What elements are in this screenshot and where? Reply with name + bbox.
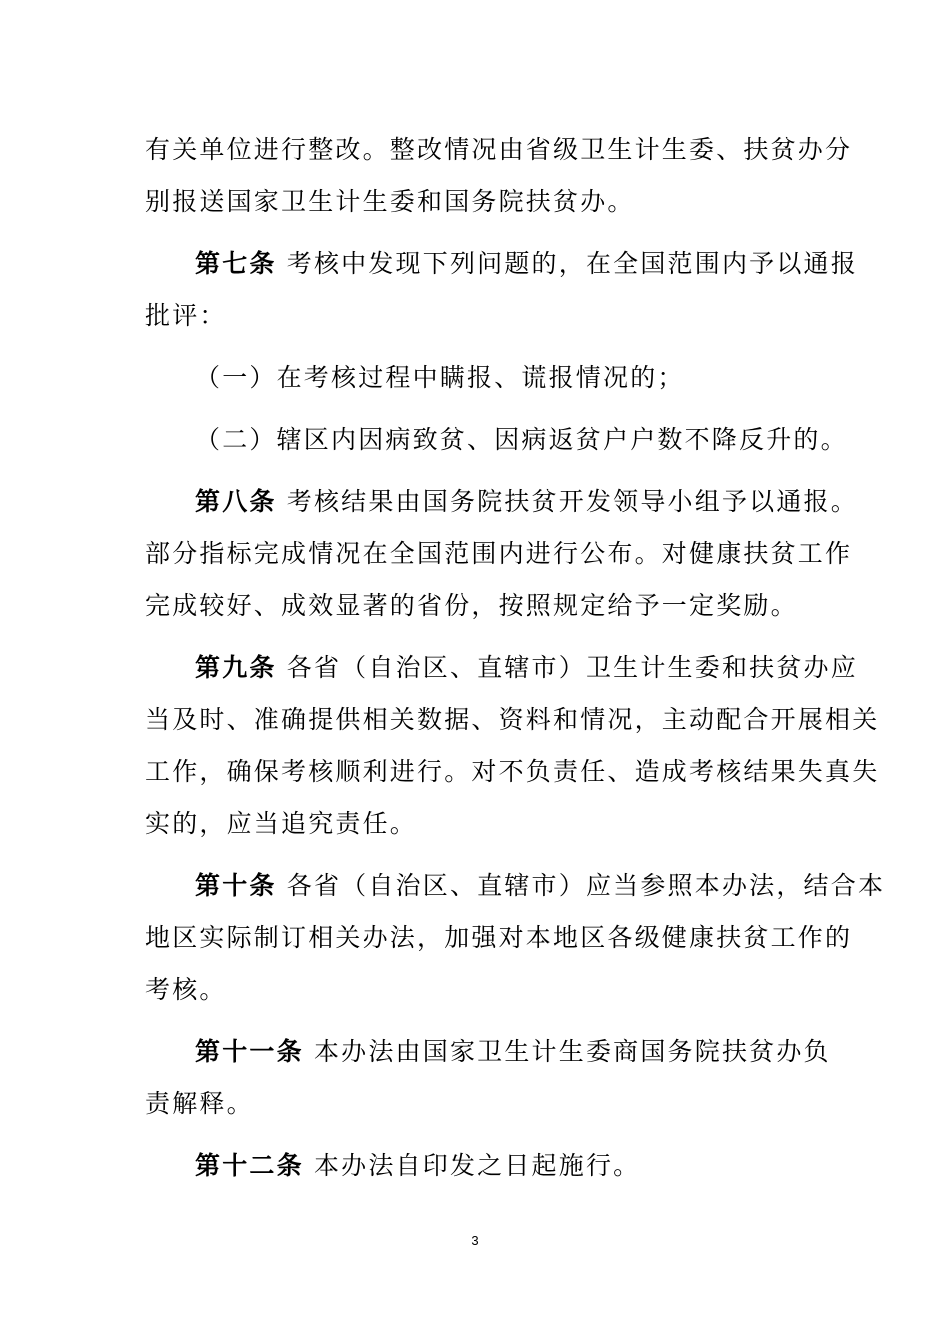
- text-line: [145, 642, 858, 694]
- text-line: 实的，应当追究责任。: [145, 809, 418, 838]
- list-item-2: [145, 414, 848, 466]
- article-text: 考核结果由国务院扶贫开发领导小组予以通报。: [276, 487, 858, 516]
- article-11: [145, 1026, 831, 1130]
- page-number: 3: [471, 1233, 479, 1248]
- text-line: 责解释。: [145, 1089, 254, 1118]
- article-7: [145, 238, 858, 342]
- article-heading: 第十一条: [195, 1037, 304, 1066]
- article-heading: 第十条: [195, 871, 277, 900]
- article-text: 考核中发现下列问题的，在全国范围内予以通报: [276, 249, 858, 278]
- text-line: （二）辖区内因病致贫、因病返贫户户数不降反升的。: [195, 425, 848, 454]
- article-text: 本办法自印发之日起施行。: [303, 1151, 641, 1180]
- text-line: 有关单位进行整改。整改情况由省级卫生计生委、扶贫办分: [145, 135, 853, 164]
- paragraph-continuation: [145, 124, 853, 228]
- document-body: [145, 124, 886, 1202]
- article-9: [145, 642, 880, 850]
- article-heading: 第八条: [195, 487, 277, 516]
- text-line: 地区实际制订相关办法，加强对本地区各级健康扶贫工作的: [145, 923, 853, 952]
- article-10: [145, 860, 886, 1016]
- article-heading: 第七条: [195, 249, 277, 278]
- article-heading: 第九条: [195, 653, 277, 682]
- text-line: 部分指标完成情况在全国范围内进行公布。对健康扶贫工作: [145, 539, 853, 568]
- article-8: [145, 476, 858, 632]
- text-line: [145, 1026, 831, 1078]
- text-line: 完成较好、成效显著的省份，按照规定给予一定奖励。: [145, 591, 798, 620]
- text-line: [145, 476, 858, 528]
- text-line: 当及时、准确提供相关数据、资料和情况，主动配合开展相关: [145, 705, 880, 734]
- article-text: 本办法由国家卫生计生委商国务院扶贫办负: [303, 1037, 831, 1066]
- article-12: [145, 1140, 810, 1192]
- text-line: [145, 1140, 810, 1192]
- text-line: [145, 860, 886, 912]
- text-line: 批评：: [145, 301, 227, 330]
- text-line: （一）在考核过程中瞒报、谎报情况的；: [195, 363, 685, 392]
- article-text: 各省（自治区、直辖市）应当参照本办法，结合本: [276, 871, 886, 900]
- article-text: 各省（自治区、直辖市）卫生计生委和扶贫办应: [276, 653, 858, 682]
- list-item-1: [145, 352, 810, 404]
- article-heading: 第十二条: [195, 1151, 304, 1180]
- text-line: 考核。: [145, 975, 227, 1004]
- text-line: [145, 238, 858, 290]
- text-line: 工作，确保考核顺利进行。对不负责任、造成考核结果失真失: [145, 757, 880, 786]
- text-line: 别报送国家卫生计生委和国务院扶贫办。: [145, 187, 635, 216]
